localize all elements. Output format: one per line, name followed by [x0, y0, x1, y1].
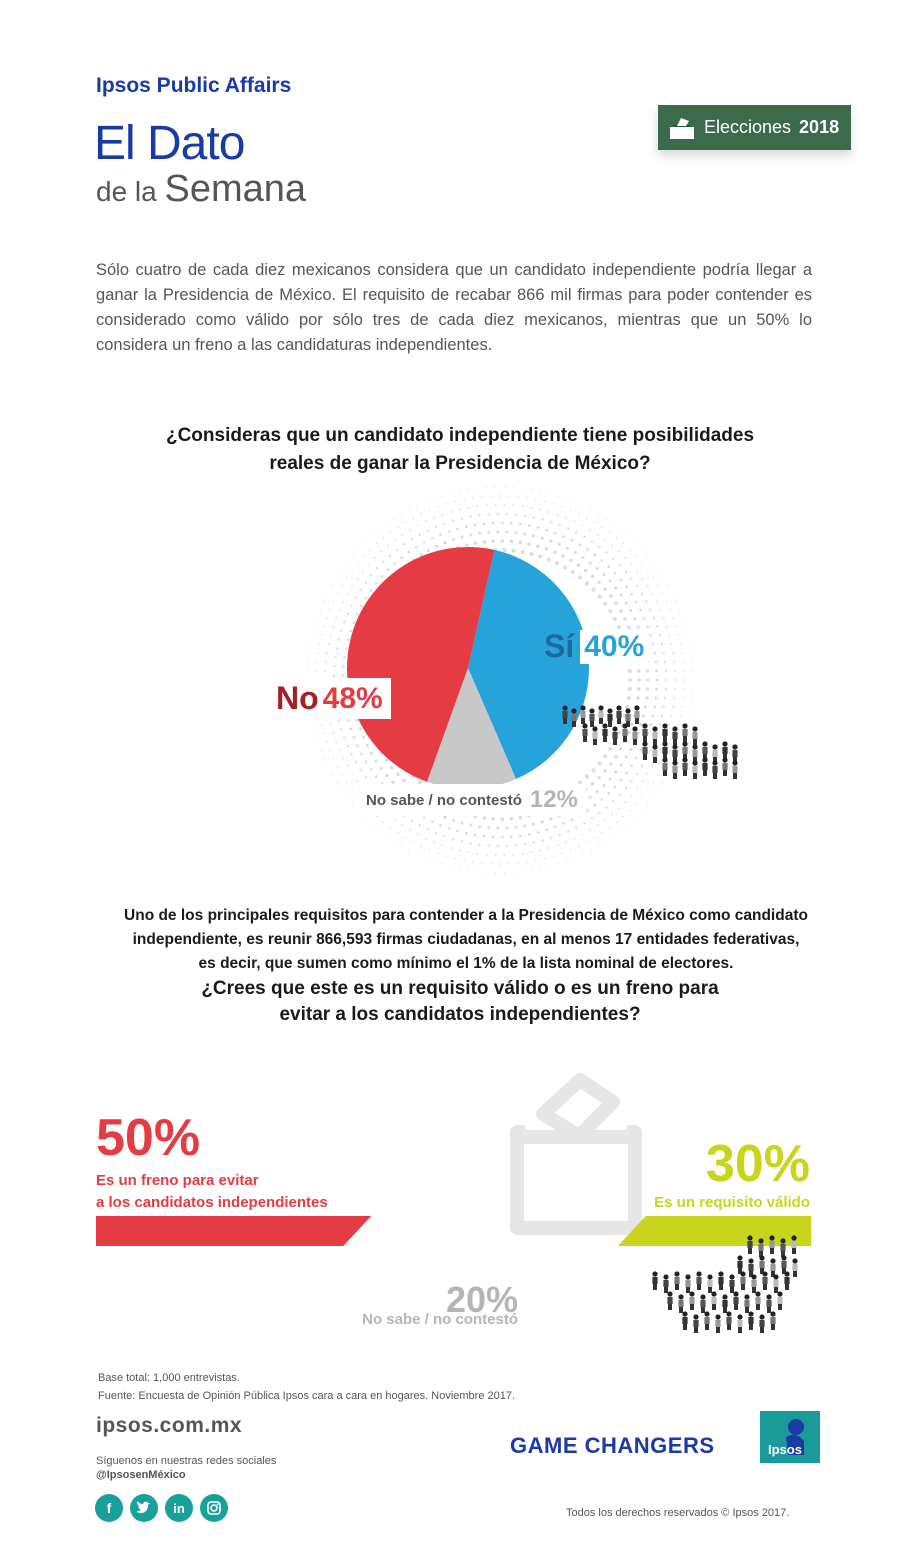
- person-figure: [700, 1294, 705, 1313]
- person-figure: [758, 1238, 763, 1257]
- question2-line1: ¿Crees que este es un requisito válido o es un freno para: [201, 978, 719, 999]
- copyright: Todos los derechos reservados © Ipsos 2017.: [566, 1507, 790, 1519]
- person-figure: [718, 1271, 723, 1290]
- question2-intro: [96, 904, 836, 976]
- person-figure: [571, 708, 576, 727]
- pie-label-nosabe-value: 12%: [529, 786, 578, 813]
- person-figure: [747, 1235, 752, 1254]
- person-figure: [672, 744, 677, 763]
- bar-freno-value: 50%: [96, 1109, 201, 1167]
- base-note: Base total: 1,000 entrevistas.: [98, 1372, 240, 1384]
- person-figure: [685, 1274, 690, 1293]
- person-figure: [682, 1311, 687, 1330]
- person-figure: [689, 1291, 694, 1310]
- person-figure: [737, 1255, 742, 1274]
- site-link[interactable]: ipsos.com.mx: [96, 1414, 243, 1437]
- person-figure: [715, 1314, 720, 1333]
- person-figure: [712, 744, 717, 763]
- person-figure: [702, 741, 707, 760]
- person-figure: [751, 1274, 756, 1293]
- crowd-illustration-2: [645, 1230, 815, 1340]
- person-figure: [602, 723, 607, 742]
- bar-freno-label-line1: Es un freno para evitar: [96, 1172, 259, 1189]
- person-figure: [791, 1235, 796, 1254]
- twitter-icon[interactable]: [130, 1494, 158, 1522]
- person-figure: [642, 723, 647, 742]
- person-figure: [678, 1294, 683, 1313]
- footer-notes: [98, 1369, 515, 1405]
- subtitle-big: Semana: [164, 168, 307, 210]
- person-figure: [592, 726, 597, 745]
- person-figure: [582, 723, 587, 742]
- follow-label: Síguenos en nuestras redes sociales: [96, 1455, 277, 1467]
- person-figure: [770, 1311, 775, 1330]
- person-figure: [766, 1294, 771, 1313]
- bar-freno-label: [96, 1170, 328, 1214]
- person-figure: [682, 723, 687, 742]
- person-figure: [762, 1271, 767, 1290]
- pie-label-no-name: No: [276, 680, 319, 716]
- source-note: Fuente: Encuesta de Opinión Pública Ipsos cara a cara en hogares. Noviembre 2017.: [98, 1390, 516, 1402]
- person-figure: [662, 723, 667, 742]
- pie-label-nosabe-name: No sabe / no contestó: [366, 791, 522, 809]
- pie-label-no: [268, 678, 391, 719]
- person-figure: [580, 705, 585, 724]
- ipsos-logo-text: Ipsos: [768, 1442, 802, 1457]
- person-figure: [704, 1311, 709, 1330]
- question2: [130, 976, 790, 1028]
- person-figure: [792, 1258, 797, 1277]
- bar-valido-label: Es un requisito válido: [654, 1194, 810, 1211]
- person-figure: [663, 1274, 668, 1293]
- person-figure: [612, 726, 617, 745]
- person-figure: [737, 1314, 742, 1333]
- badge-label: Elecciones: [704, 117, 792, 137]
- person-figure: [759, 1314, 764, 1333]
- person-figure: [733, 1291, 738, 1310]
- person-figure: [692, 744, 697, 763]
- person-figure: [693, 1314, 698, 1333]
- person-figure: [707, 1274, 712, 1293]
- person-figure: [692, 726, 697, 745]
- person-figure: [770, 1258, 775, 1277]
- person-figure: [632, 726, 637, 745]
- ballot-box-icon: [668, 116, 696, 140]
- person-figure: [784, 1271, 789, 1290]
- person-figure: [732, 760, 737, 779]
- bar-valido-value: 30%: [705, 1135, 810, 1193]
- person-figure: [662, 741, 667, 760]
- person-figure: [729, 1274, 734, 1293]
- person-figure: [748, 1311, 753, 1330]
- person-figure: [722, 741, 727, 760]
- facebook-icon[interactable]: f: [95, 1494, 123, 1522]
- person-figure: [740, 1271, 745, 1290]
- elections-badge: [658, 105, 851, 150]
- person-figure: [622, 723, 627, 742]
- page-title: El Dato: [94, 117, 245, 170]
- person-figure: [748, 1258, 753, 1277]
- person-figure: [642, 741, 647, 760]
- person-figure: [616, 705, 621, 724]
- subtitle-small: de la: [96, 176, 165, 207]
- person-figure: [712, 760, 717, 779]
- instagram-icon[interactable]: [200, 1494, 228, 1522]
- brand-name: Ipsos Public Affairs: [96, 74, 292, 97]
- person-figure: [781, 1255, 786, 1274]
- person-figure: [726, 1311, 731, 1330]
- person-figure: [722, 757, 727, 776]
- pie-label-no-value: 48%: [322, 681, 383, 715]
- person-figure: [744, 1294, 749, 1313]
- person-figure: [722, 1294, 727, 1313]
- badge-year: 2018: [799, 117, 840, 137]
- person-figure: [759, 1255, 764, 1274]
- person-figure: [773, 1274, 778, 1293]
- linkedin-icon[interactable]: in: [165, 1494, 193, 1522]
- page-subtitle: [96, 170, 306, 208]
- person-figure: [696, 1271, 701, 1290]
- person-figure: [780, 1238, 785, 1257]
- person-figure: [682, 741, 687, 760]
- bar-nosabe-value: 20%: [445, 1279, 518, 1320]
- pie-label-si: [544, 628, 648, 665]
- person-figure: [662, 757, 667, 776]
- person-figure: [667, 1291, 672, 1310]
- person-figure: [607, 708, 612, 727]
- person-figure: [598, 705, 603, 724]
- person-figure: [589, 708, 594, 727]
- person-figure: [769, 1235, 774, 1254]
- person-figure: [562, 705, 567, 724]
- person-figure: [672, 726, 677, 745]
- pie-label-nosabe: [358, 784, 586, 816]
- question2-intro-line2: independiente, es reunir 866,593 firmas ciudadanas, en al menos 17 entidades federativas,: [132, 931, 800, 948]
- game-changers-tagline: GAME CHANGERS: [510, 1433, 715, 1458]
- person-figure: [672, 760, 677, 779]
- question1-line2: reales de ganar la Presidencia de México?: [269, 453, 651, 474]
- question1-line1: ¿Consideras que un candidato independiente tiene posibilidades: [165, 425, 755, 446]
- question2-intro-line3: es decir, que sumen como mínimo el 1% de la lista nominal de electores.: [198, 955, 734, 972]
- social-handle[interactable]: @IpsosenMéxico: [96, 1469, 186, 1481]
- question1: [130, 422, 790, 478]
- person-figure: [732, 744, 737, 763]
- person-figure: [652, 726, 657, 745]
- person-figure: [634, 705, 639, 724]
- pie-label-si-value: 40%: [580, 630, 648, 664]
- bar-freno: [96, 1216, 371, 1246]
- bar-nosabe-label: No sabe / no contestó: [362, 1311, 518, 1328]
- person-figure: [711, 1291, 716, 1310]
- person-figure: [652, 744, 657, 763]
- ipsos-logo: [760, 1411, 820, 1463]
- intro-paragraph: Sólo cuatro de cada diez mexicanos considera que un candidato independiente podría llegar a ganar la Presidencia de México. El requisito de recabar 866 mil firmas para poder contender es considerado como válido por sólo tres de cada diez mexicanos, mientras que un 50% lo considera un freno a las candidaturas independientes.: [96, 261, 812, 354]
- person-figure: [777, 1291, 782, 1310]
- person-figure: [674, 1271, 679, 1290]
- question2-intro-line1: Uno de los principales requisitos para contender a la Presidencia de México como candidato: [124, 907, 808, 924]
- pie-label-si-name: Sí: [544, 628, 575, 664]
- person-figure: [755, 1291, 760, 1310]
- question2-line2: evitar a los candidatos independientes?: [279, 1004, 641, 1025]
- ballot-box-illustration: [495, 1070, 655, 1240]
- follow-text: [96, 1454, 276, 1482]
- crowd-illustration-1: [555, 700, 770, 780]
- person-figure: [682, 757, 687, 776]
- person-figure: [652, 1271, 657, 1290]
- bar-freno-label-line2: a los candidatos independientes: [96, 1194, 328, 1211]
- person-figure: [702, 757, 707, 776]
- person-figure: [692, 760, 697, 779]
